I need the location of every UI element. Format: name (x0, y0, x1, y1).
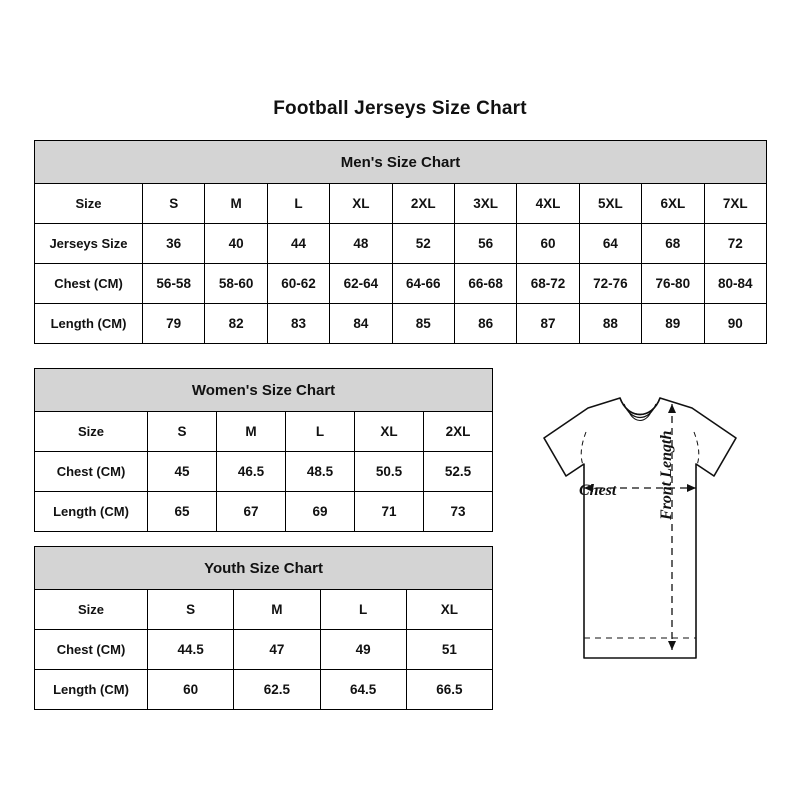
cell: 83 (267, 304, 329, 344)
shirt-outline (544, 398, 736, 658)
cell: 87 (517, 304, 579, 344)
cell: 64-66 (392, 264, 454, 304)
cell: 72 (704, 224, 767, 264)
row-label: Chest (CM) (35, 264, 143, 304)
cell: 2XL (424, 412, 493, 452)
table-row (35, 670, 493, 710)
cell: 62.5 (234, 670, 320, 710)
mens-size-table (34, 140, 767, 344)
cell: 46.5 (217, 452, 286, 492)
cell: 73 (424, 492, 493, 532)
cell: 44 (267, 224, 329, 264)
cell: 50.5 (355, 452, 424, 492)
right-sleeve-seam (696, 464, 714, 476)
youth-size-chart-container (34, 546, 493, 710)
front-length-arrow-top (668, 404, 676, 413)
front-length-arrow-bottom (668, 641, 676, 650)
cell: 5XL (579, 184, 641, 224)
cell: 68 (642, 224, 704, 264)
front-length-label: Front Length (658, 430, 675, 520)
page-title: Football Jerseys Size Chart (273, 98, 527, 119)
cell: 89 (642, 304, 704, 344)
mens-size-chart-container (34, 140, 767, 344)
cell: 36 (143, 224, 205, 264)
cell: L (286, 412, 355, 452)
cell: 85 (392, 304, 454, 344)
row-label: Size (35, 412, 148, 452)
table-row (35, 304, 767, 344)
cell: 45 (148, 452, 217, 492)
cell: S (148, 412, 217, 452)
cell: 4XL (517, 184, 579, 224)
cell: 82 (205, 304, 267, 344)
cell: 71 (355, 492, 424, 532)
table-row (35, 630, 493, 670)
table-row (35, 184, 767, 224)
cell: 64.5 (320, 670, 406, 710)
cell: 60 (517, 224, 579, 264)
cell: M (205, 184, 267, 224)
table-caption-row (35, 547, 493, 590)
row-label: Size (35, 184, 143, 224)
cell: 79 (143, 304, 205, 344)
cell: 65 (148, 492, 217, 532)
cell: 90 (704, 304, 767, 344)
row-label: Size (35, 590, 148, 630)
cell: XL (355, 412, 424, 452)
cell: 68-72 (517, 264, 579, 304)
mens-table-caption: Men's Size Chart (35, 141, 767, 184)
table-row (35, 590, 493, 630)
tshirt-icon (500, 392, 780, 692)
cell: 66-68 (454, 264, 516, 304)
cell: 58-60 (205, 264, 267, 304)
cell: 49 (320, 630, 406, 670)
cell: M (234, 590, 320, 630)
table-caption-row (35, 369, 493, 412)
table-row (35, 264, 767, 304)
left-armhole-dashed (581, 432, 586, 468)
cell: XL (406, 590, 492, 630)
cell: L (267, 184, 329, 224)
chest-label: Chest (579, 482, 617, 499)
right-armhole-dashed (694, 432, 699, 468)
table-row (35, 412, 493, 452)
cell: S (148, 590, 234, 630)
cell: 56 (454, 224, 516, 264)
row-label: Chest (CM) (35, 452, 148, 492)
cell: 40 (205, 224, 267, 264)
cell: 69 (286, 492, 355, 532)
row-label: Length (CM) (35, 304, 143, 344)
cell: 60 (148, 670, 234, 710)
cell: 60-62 (267, 264, 329, 304)
cell: S (143, 184, 205, 224)
cell: 56-58 (143, 264, 205, 304)
cell: 51 (406, 630, 492, 670)
cell: 76-80 (642, 264, 704, 304)
cell: 7XL (704, 184, 767, 224)
row-label: Length (CM) (35, 670, 148, 710)
cell: L (320, 590, 406, 630)
table-caption-row (35, 141, 767, 184)
cell: 47 (234, 630, 320, 670)
cell: 64 (579, 224, 641, 264)
row-label: Length (CM) (35, 492, 148, 532)
left-sleeve-seam (566, 464, 584, 476)
womens-size-table (34, 368, 493, 532)
table-row (35, 452, 493, 492)
cell: 84 (330, 304, 392, 344)
cell: 44.5 (148, 630, 234, 670)
cell: 66.5 (406, 670, 492, 710)
cell: 3XL (454, 184, 516, 224)
cell: 67 (217, 492, 286, 532)
row-label: Chest (CM) (35, 630, 148, 670)
row-label: Jerseys Size (35, 224, 143, 264)
womens-size-chart-container (34, 368, 493, 532)
cell: XL (330, 184, 392, 224)
cell: 88 (579, 304, 641, 344)
cell: 6XL (642, 184, 704, 224)
collar-outer (620, 398, 660, 415)
cell: 72-76 (579, 264, 641, 304)
cell: 62-64 (330, 264, 392, 304)
tshirt-measurement-diagram (500, 392, 780, 692)
youth-size-table (34, 546, 493, 710)
table-row (35, 492, 493, 532)
youth-table-caption: Youth Size Chart (35, 547, 493, 590)
cell: 86 (454, 304, 516, 344)
cell: 48.5 (286, 452, 355, 492)
cell: 80-84 (704, 264, 767, 304)
womens-table-caption: Women's Size Chart (35, 369, 493, 412)
cell: 2XL (392, 184, 454, 224)
chest-arrow-right (687, 484, 696, 492)
table-row (35, 224, 767, 264)
cell: M (217, 412, 286, 452)
cell: 48 (330, 224, 392, 264)
cell: 52 (392, 224, 454, 264)
cell: 52.5 (424, 452, 493, 492)
